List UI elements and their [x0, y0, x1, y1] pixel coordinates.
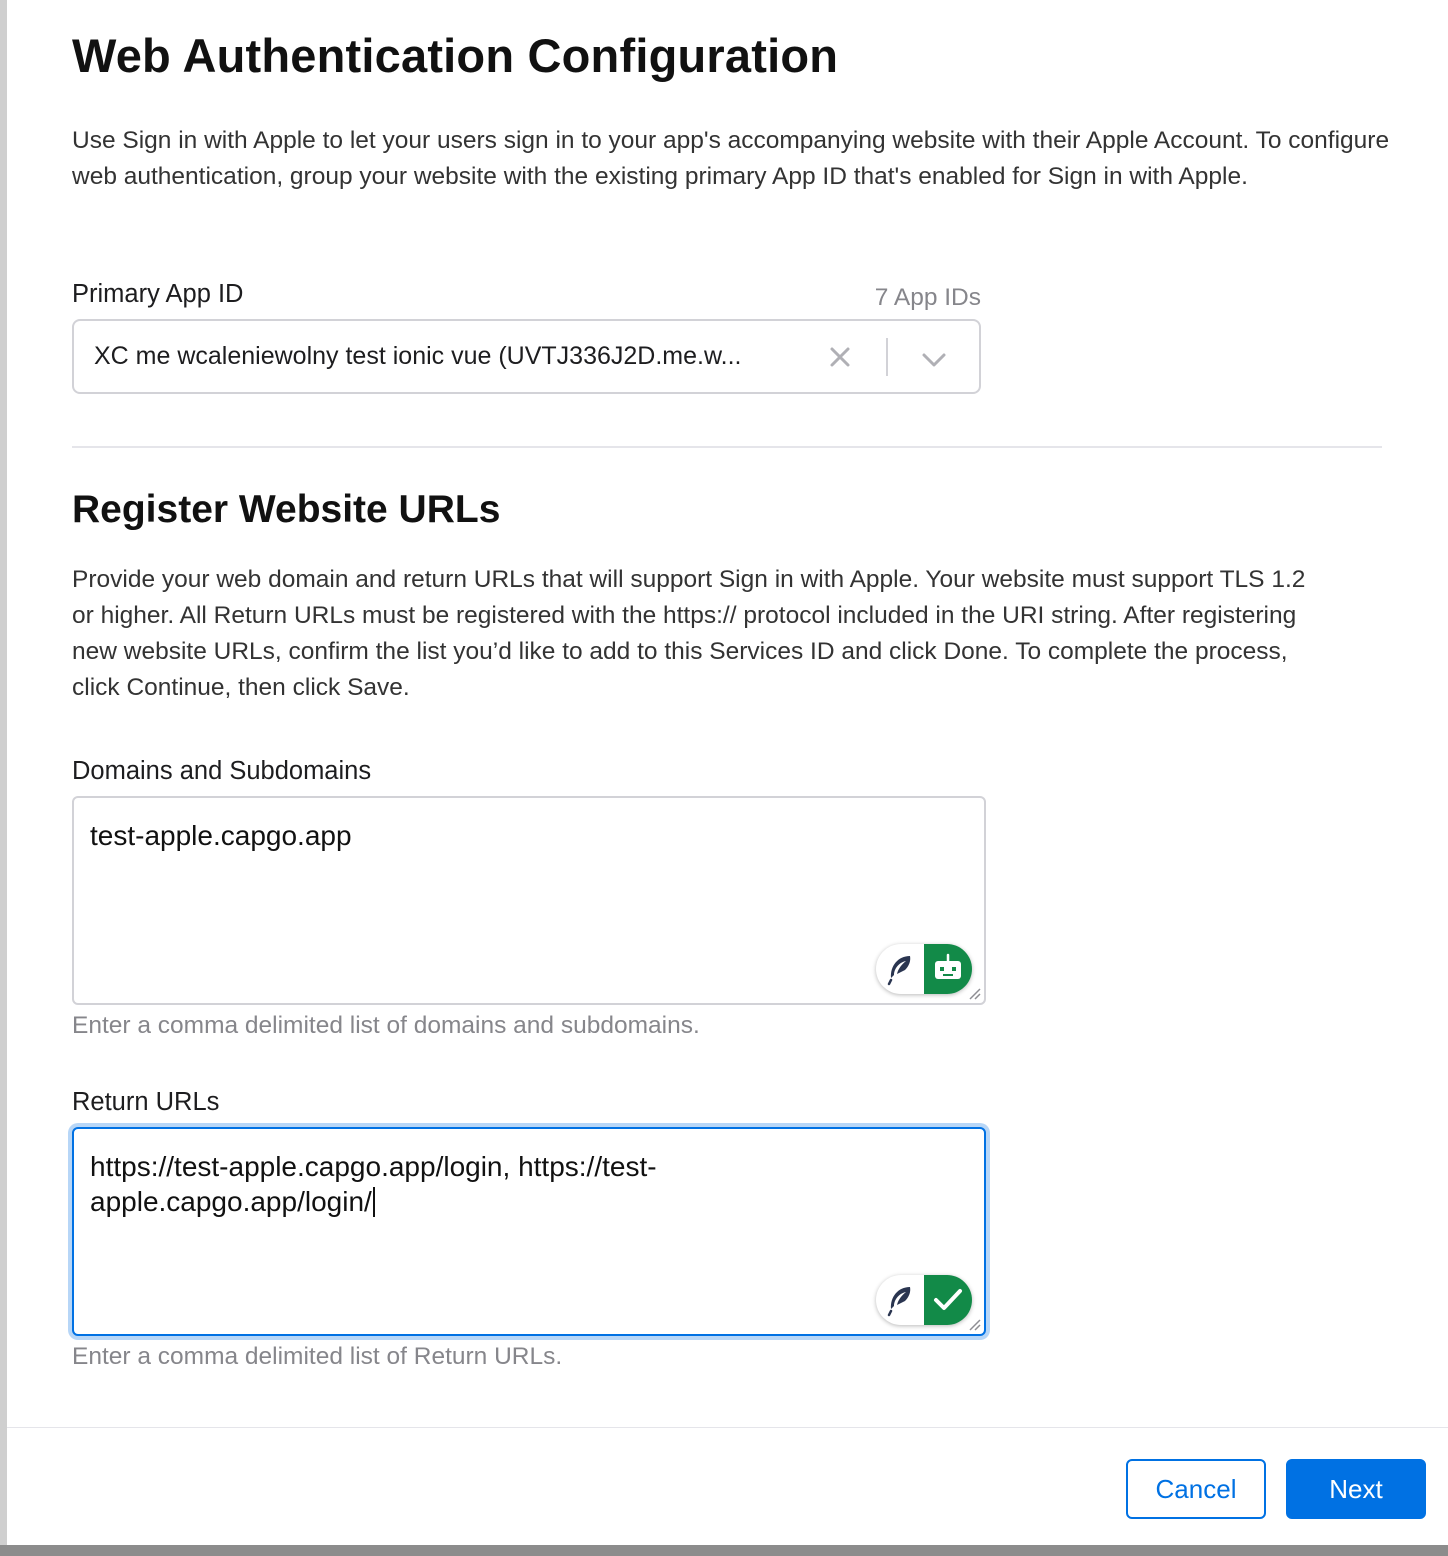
section-divider — [72, 446, 1382, 448]
robot-icon[interactable] — [924, 944, 972, 994]
return-urls-textarea[interactable] — [72, 1127, 986, 1336]
return-urls-text: https://test-apple.capgo.app/login, https://test-apple.capgo.app/login/ — [90, 1151, 657, 1217]
checkmark-icon[interactable] — [924, 1275, 972, 1325]
register-heading: Register Website URLs — [72, 488, 501, 531]
feather-icon[interactable] — [876, 944, 924, 994]
primary-app-id-select[interactable] — [72, 319, 981, 394]
cancel-button[interactable]: Cancel — [1126, 1459, 1266, 1519]
domains-value: test-apple.capgo.app — [90, 820, 352, 851]
extension-widget[interactable] — [876, 944, 972, 994]
app-id-count: 7 App IDs — [874, 284, 981, 311]
next-button[interactable]: Next — [1286, 1459, 1426, 1519]
primary-app-id-label: Primary App ID — [72, 280, 244, 308]
domains-label: Domains and Subdomains — [72, 757, 372, 785]
text-caret — [373, 1187, 375, 1217]
close-icon[interactable] — [826, 343, 854, 371]
domains-textarea[interactable] — [72, 796, 986, 1005]
chevron-down-icon[interactable] — [919, 345, 949, 375]
primary-app-id-value: XC me wcaleniewolny test ionic vue (UVTJ336J2D.me.w... — [94, 342, 742, 370]
resize-handle-icon[interactable] — [966, 985, 982, 1001]
resize-handle-icon[interactable] — [966, 1316, 982, 1332]
intro-text: Use Sign in with Apple to let your users sign in to your app's accompanying website with their Apple Account. To configure web authentication, group your website with the existing primary App ID that's enabled for Sign in with Apple. — [72, 127, 1390, 190]
domains-help: Enter a comma delimited list of domains and subdomains. — [72, 1012, 700, 1039]
web-auth-config-dialog — [7, 0, 1448, 1545]
return-urls-label: Return URLs — [72, 1088, 220, 1116]
feather-icon[interactable] — [876, 1275, 924, 1325]
extension-widget[interactable] — [876, 1275, 972, 1325]
footer-divider — [7, 1427, 1448, 1428]
dialog-title: Web Authentication Configuration — [72, 29, 839, 82]
backdrop-bottom-bar — [0, 1545, 1448, 1556]
register-description: Provide your web domain and return URLs that will support Sign in with Apple. Your website must support TLS 1.2 or higher. All Return URLs must be registered with the https:// protocol included in the URI string. After registering new website URLs, confirm the list you’d like to add to this Services ID and click Done. To complete the process, click Continue, then click Save. — [72, 566, 1306, 701]
return-urls-value — [90, 1149, 850, 1219]
return-urls-help: Enter a comma delimited list of Return URLs. — [72, 1343, 563, 1370]
select-divider — [886, 338, 888, 376]
